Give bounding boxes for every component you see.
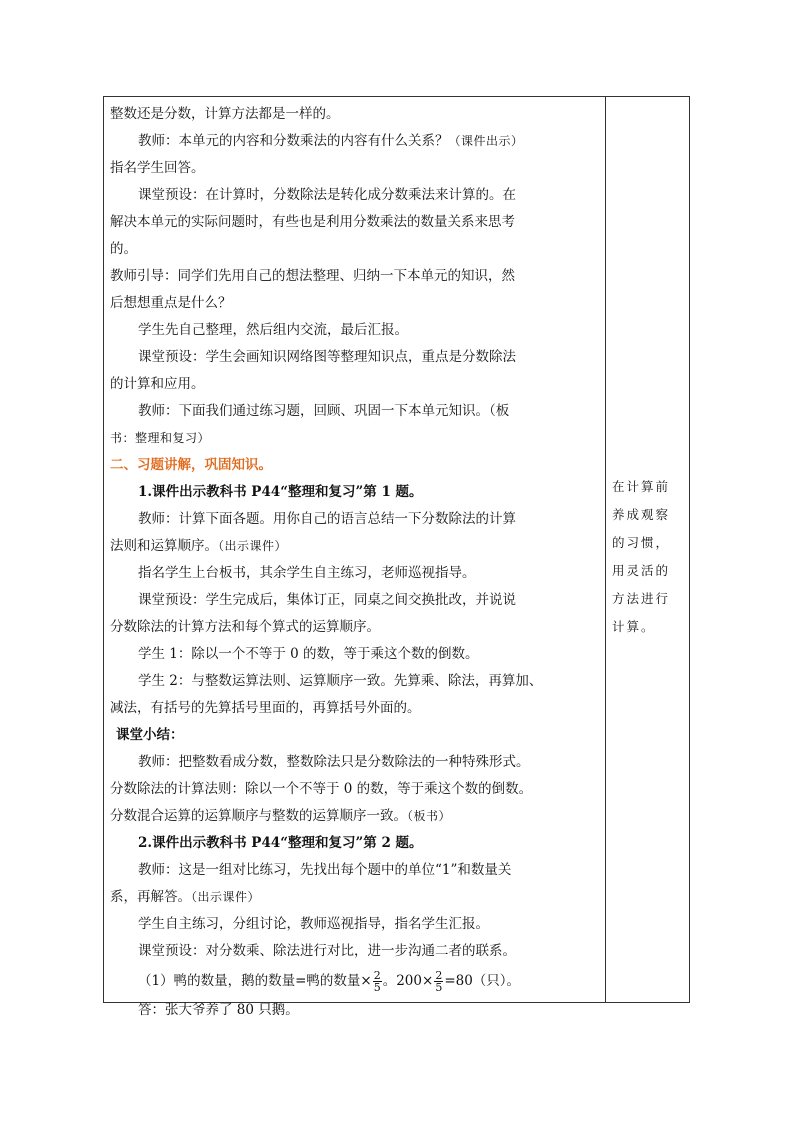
- text-line: 指名学生上台板书，其余学生自主练习，老师巡视指导。: [138, 565, 476, 581]
- text-line: 学生自主练习，分组讨论，教师巡视指导，指名学生汇报。: [138, 916, 489, 932]
- lesson-table: [103, 96, 690, 1018]
- fraction-denominator: 5: [373, 981, 381, 994]
- text-line: 整数还是分数，计算方法都是一样的。: [110, 106, 340, 122]
- text-span: 系，再解答。: [110, 889, 191, 905]
- fraction: [434, 970, 443, 993]
- side-note-column: [612, 473, 686, 641]
- text-line: 教师：这是一组对比练习，先找出每个题中的单位“1”和数量关: [138, 862, 512, 878]
- text-line: 课堂预设：对分数乘、除法进行对比，进一步沟通二者的联系。: [138, 943, 516, 959]
- annotation: （板书）: [407, 809, 452, 823]
- side-note-line: 的习惯，: [612, 535, 671, 550]
- text-line: 分数除法的计算方法和每个算式的运算顺序。: [110, 619, 380, 635]
- text-line: 课堂预设：学生会画知识网络图等整理知识点，重点是分数除法: [138, 349, 516, 365]
- section-heading: 二、习题讲解，巩固知识。: [110, 457, 272, 473]
- fraction-numerator: 2: [435, 969, 443, 982]
- text-line: 的计算和应用。: [110, 376, 205, 392]
- text-span: =80（只）。: [444, 973, 521, 989]
- text-line: [110, 128, 600, 155]
- fraction: [373, 970, 382, 993]
- text-span: 分数混合运算的运算顺序与整数的运算顺序一致。: [110, 808, 407, 824]
- side-note-line: 计算。: [612, 619, 656, 634]
- side-note-line: 在计算前: [612, 479, 671, 494]
- text-line: 指名学生回答。: [110, 160, 205, 176]
- text-line: 课堂预设：学生完成后，集体订正，同桌之间交换批改，并说说: [138, 592, 516, 608]
- text-line: 减法，有括号的先算括号里面的，再算括号外面的。: [110, 700, 421, 716]
- text-line: 课堂预设：在计算时，分数除法是转化成分数乘法来计算的。在: [138, 187, 516, 203]
- main-column: [110, 101, 600, 1024]
- text-line: 教师：下面我们通过练习题，回顾、巩固一下本单元知识。（板: [138, 403, 510, 419]
- exercise-title: 2.课件出示教科书 P44“整理和复习”第 2 题。: [138, 835, 423, 851]
- text-line: [110, 533, 600, 560]
- fraction-numerator: 2: [373, 969, 381, 982]
- side-note-line: 方法进行: [612, 591, 671, 606]
- formula-line: [110, 965, 600, 997]
- text-span: 教师：本单元的内容和分数乘法的内容有什么关系？: [138, 133, 449, 149]
- text-line: 学生 1：除以一个不等于 0 的数，等于乘这个数的倒数。: [138, 646, 479, 662]
- exercise-title: 1.课件出示教科书 P44“整理和复习”第 1 题。: [138, 484, 423, 500]
- annotation: （课件出示）: [448, 134, 524, 148]
- text-line: 分数除法的计算法则：除以一个不等于 0 的数，等于乘这个数的倒数。: [110, 781, 533, 797]
- text-line: 后想想重点是什么？: [110, 295, 232, 311]
- text-span: 。200×: [382, 973, 434, 989]
- text-line: 学生 2：与整数运算法则、运算顺序一致。先算乘、除法，再算加、: [138, 673, 543, 689]
- text-line: 书：整理和复习）: [110, 431, 211, 445]
- text-line: 解决本单元的实际问题时，有些也是利用分数乘法的数量关系来思考: [110, 214, 515, 230]
- text-line: 学生先自己整理，然后组内交流，最后汇报。: [138, 322, 408, 338]
- text-line: 教师：把整数看成分数，整数除法只是分数除法的一种特殊形式。: [138, 754, 530, 770]
- text-line: [110, 884, 600, 911]
- text-line: [110, 803, 600, 830]
- text-span: 法则和运算顺序。: [110, 538, 218, 554]
- side-note-line: 用灵活的: [612, 563, 671, 578]
- annotation: （出示课件）: [191, 890, 261, 904]
- side-note-line: 养成观察: [612, 507, 671, 522]
- annotation: （出示课件）: [218, 539, 288, 553]
- summary-heading: 课堂小结：: [116, 727, 184, 743]
- text-line: 教师：计算下面各题。用你自己的语言总结一下分数除法的计算: [138, 511, 516, 527]
- fraction-denominator: 5: [435, 981, 443, 994]
- column-divider: [605, 97, 606, 1002]
- text-span: （1）鸭的数量，鹅的数量=鸭的数量×: [138, 973, 372, 989]
- text-line: 答：张大爷养了 80 只鹅。: [138, 1002, 299, 1018]
- text-line: 的。: [110, 241, 137, 257]
- text-line: 教师引导：同学们先用自己的想法整理、归纳一下本单元的知识，然: [110, 268, 515, 284]
